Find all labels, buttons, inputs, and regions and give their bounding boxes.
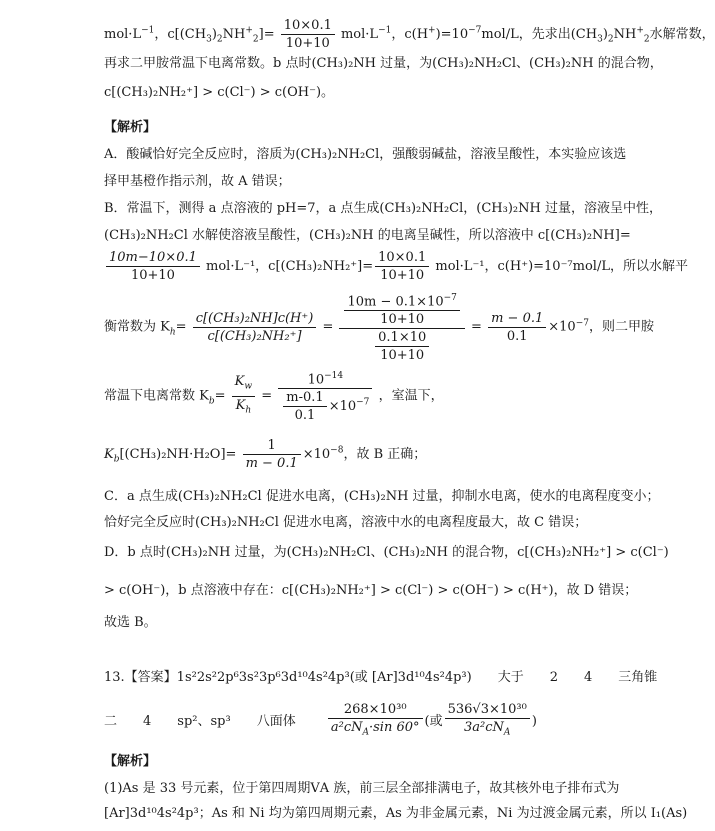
fraction: $\frac{10m-10\times 0.1}{10+10}$	[106, 249, 200, 284]
text: mol·L	[336, 27, 379, 42]
text-line-3: c[(CH₃)₂NH₂⁺] > c(Cl⁻) > c(OH⁻)。	[104, 85, 335, 100]
text: )	[211, 27, 217, 42]
text: 水解常数，	[649, 27, 715, 42]
text: mol/L，先求出(CH	[481, 27, 598, 42]
fraction: $\frac{\text{c[(CH₃)₂NH]c(H⁺)}}{\text{c[(CH₃)₂NH₂⁺]}}$	[193, 310, 317, 345]
text: ，c(H	[391, 27, 429, 42]
option-b-line-6: $K_b[(CH_3)_2NH\cdot H_2O]=$ $\frac{1}{m - 0.1}$ $\times 10^{-8}$，故 B 正确；	[104, 438, 427, 471]
fraction: $\frac{1}{m - 0.1}$	[243, 437, 301, 472]
fraction: $\frac{10\times 0.1}{10+10}$	[375, 249, 429, 284]
text-line-1: $mol\cdot L^{-1}$，$c[(CH_3)_2NH^+_2]=$ $\frac{10\times 0.1}{10+10}$ $mol\cdot L^{-1}$，$c(H^+)=10^{-7}mol/L$，先求出$(CH_3)_2NH^+_2$水解常数，	[104, 18, 715, 51]
option-b-line-2: (CH₃)₂NH₂Cl 水解使溶液呈酸性，(CH₃)₂NH 的电离呈碱性，所以溶液中 c[(CH₃)₂NH]=	[104, 228, 631, 243]
option-c-line-2: 恰好完全反应时(CH₃)₂NH₂Cl 促进水电离，溶液中水的电离程度最大，故 C 错误；	[104, 515, 588, 530]
text: NH	[613, 27, 637, 42]
text: ，c[(CH	[154, 27, 207, 42]
text: mol·L	[104, 27, 142, 42]
option-b-line-1: B．常温下，测得 a 点溶液的 pH=7，a 点生成(CH₃)₂NH₂Cl，(CH₃)₂NH 过量，溶液呈中性，	[104, 201, 662, 216]
option-c-line-1: C．a 点生成(CH₃)₂NH₂Cl 促进水电离，(CH₃)₂NH 过量，抑制水电离，使水的电离程度变小；	[104, 489, 660, 504]
compound-fraction: $\frac{\frac{10m - 0.1\times 10^{-7}}{10+10}}{\frac{0.1\times 10}{10+10}}$	[339, 290, 464, 364]
option-b-line-4: 衡常数为 $K_h=$ $\frac{\text{c[(CH₃)₂NH]c(H⁺)}}{\text{c[(CH₃)₂NH₂⁺]}}$ = $\frac{\frac{10m - 0.1\times 10^{-7}}{10+10}}{\frac{0.1\times 10}{10+10}}$ = $\frac{m - 0.1}{0.1}$ $\times 10^{-7}$，则二甲胺	[104, 290, 654, 364]
analysis-heading-1: 【解析】	[104, 120, 157, 135]
option-a-line-1: A．酸碱恰好完全反应时，溶质为(CH₃)₂NH₂Cl，强酸弱碱盐，溶液呈酸性，本实验应该选	[104, 147, 627, 162]
text: NH	[222, 27, 246, 42]
fraction: $\frac{K_w}{K_h}$	[232, 373, 255, 419]
option-d-line-2: > c(OH⁻)，b 点溶液中存在：c[(CH₃)₂NH₂⁺] > c(Cl⁻) > c(OH⁻) > c(H⁺)，故 D 错误；	[104, 583, 638, 598]
option-b-line-5: 常温下电离常数 $K_b=$ $\frac{K_w}{K_h}$ = $10^{-14}$ $\frac{m-0.1}{0.1}$ $\times 10^{-7}$ ，室温下，	[104, 368, 444, 424]
text: ]=	[258, 27, 275, 42]
text-line-2: 再求二甲胺常温下电离常数。b 点时(CH₃)₂NH 过量，为(CH₃)₂NH₂Cl、(CH₃)₂NH 的混合物，	[104, 56, 663, 71]
explanation-line-2: [Ar]3d¹⁰4s²4p³；As 和 Ni 均为第四周期元素，As 为非金属元素，Ni 为过渡金属元素，所以 I₁(As)	[104, 806, 688, 821]
fraction: $\frac{10\times 0.1}{10+10}$	[281, 17, 335, 52]
fraction: $\frac{\text{268×10³⁰}}{a^2cN_A\cdot\sin 60^\circ}$	[328, 701, 423, 742]
q13-answer-line-1: 13.【答案】1s²2s²2p⁶3s²3p⁶3d¹⁰4s²4p³(或 [Ar]3d¹⁰4s²4p³) 大于 2 4 三角锥	[104, 670, 658, 685]
fraction: $\frac{\text{536√3×10³⁰}}{3a^2cN_A}$	[445, 701, 530, 742]
compound-fraction: $10^{-14}$ $\frac{m-0.1}{0.1}$ $\times 10^{-7}$	[278, 368, 372, 424]
text: )=10	[435, 27, 469, 42]
option-a-line-2: 择甲基橙作指示剂，故 A 错误；	[104, 174, 291, 189]
explanation-line-1: (1)As 是 33 号元素，位于第四周期ⅤA 族，前三层全部排满电子，故其核外电子排布式为	[104, 781, 620, 796]
option-d-line-1: D．b 点时(CH₃)₂NH 过量，为(CH₃)₂NH₂Cl、(CH₃)₂NH 的混合物，c[(CH₃)₂NH₂⁺] > c(Cl⁻)	[104, 545, 669, 560]
fraction: $\frac{m - 0.1}{0.1}$	[488, 310, 546, 345]
analysis-heading-2: 【解析】	[104, 754, 157, 769]
option-d-line-3: 故选 B。	[104, 615, 157, 630]
option-b-line-3: $\frac{10m-10\times 0.1}{10+10}$ mol·L⁻¹，c[(CH₃)₂NH₂⁺]= $\frac{10\times 0.1}{10+10}$ mol·L⁻¹，c(H⁺)=10⁻⁷mol/L，所以水解平	[104, 249, 688, 284]
q13-answer-line-2: 二 4 sp²、sp³ 八面体 $\frac{\text{268×10³⁰}}{a^2cN_A\cdot\sin 60^\circ}$ (或 $\frac{\text{536√3×10³⁰}}{3a^2cN_A}$ )	[104, 701, 537, 742]
